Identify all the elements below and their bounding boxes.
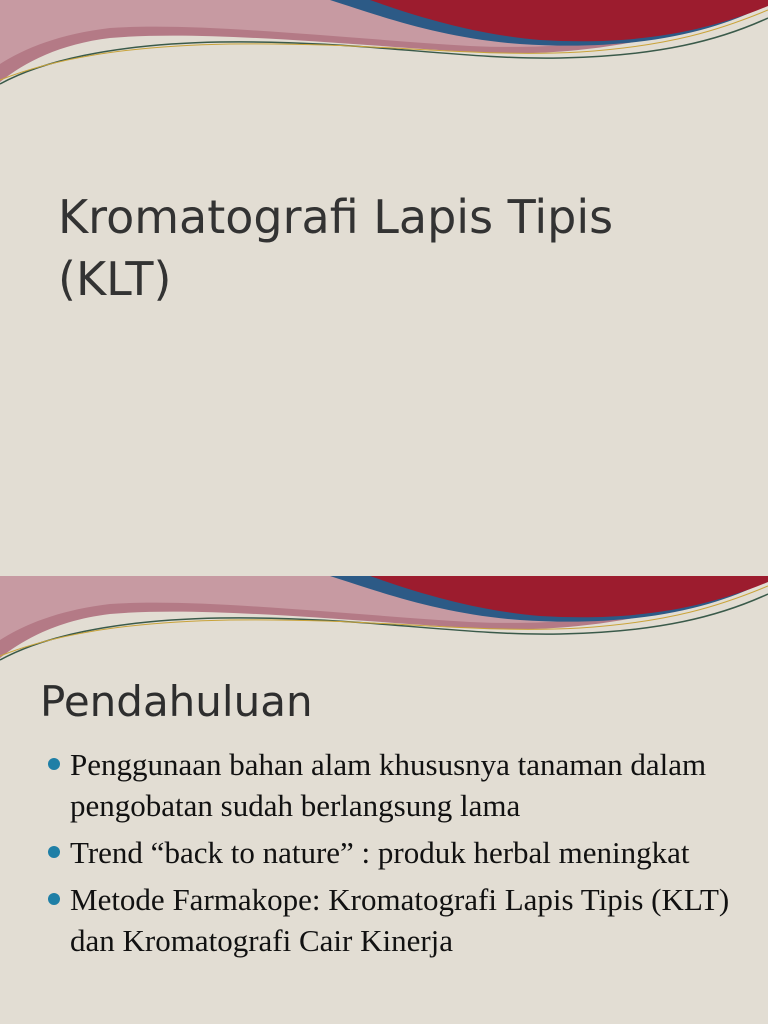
section-heading: Pendahuluan	[40, 677, 313, 726]
bullet-item	[46, 744, 746, 826]
bullet-item	[46, 879, 746, 961]
bullet-list	[46, 744, 746, 967]
bullet-dot-icon	[48, 758, 60, 770]
bullet-dot-icon	[48, 893, 60, 905]
bullet-dot-icon	[48, 846, 60, 858]
bullet-text: Penggunaan bahan alam khususnya tanaman dalam pengobatan sudah berlangsung lama	[70, 747, 707, 823]
slide-pendahuluan	[0, 576, 768, 1024]
header-wave-decoration	[0, 576, 768, 686]
slide-title-heading: Kromatografi Lapis Tipis (KLT)	[58, 190, 614, 306]
header-wave-decoration	[0, 0, 768, 110]
bullet-text: Trend “back to nature” : produk herbal meningkat	[70, 835, 690, 870]
bullet-item	[46, 832, 746, 873]
bullet-text: Metode Farmakope: Kromatografi Lapis Tipis (KLT) dan Kromatografi Cair Kinerja	[70, 882, 730, 958]
